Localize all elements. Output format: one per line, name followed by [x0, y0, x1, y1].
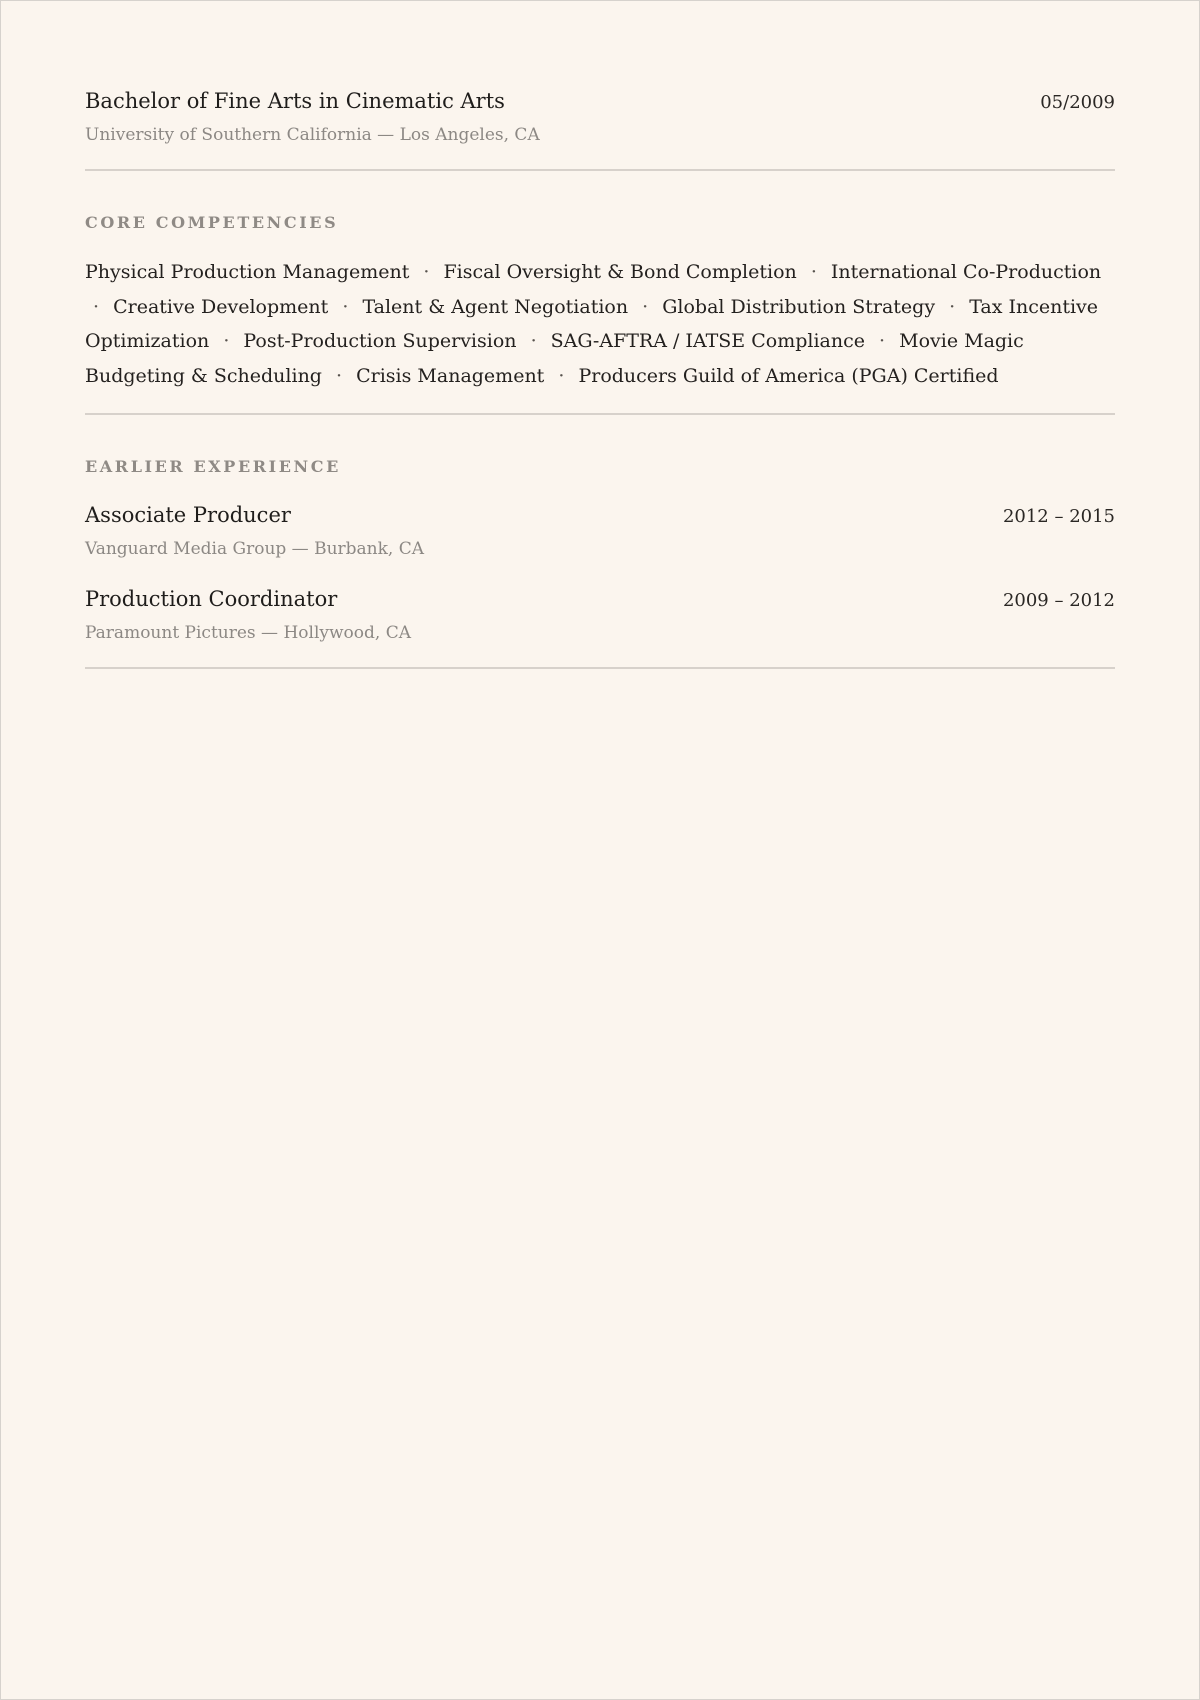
competency-item: Physical Production Management [85, 261, 410, 283]
competency-item: Post-Production Supervision [243, 330, 517, 352]
competency-item: Producers Guild of America (PGA) Certified [578, 364, 999, 387]
section-divider [85, 413, 1115, 415]
competency-item: Global Distribution Strategy [662, 295, 936, 318]
education-section [85, 85, 1115, 171]
job-title: Associate Producer [85, 503, 291, 527]
competency-item: SAG-AFTRA / IATSE Compliance [550, 330, 865, 352]
earlier-experience-section [85, 455, 1115, 669]
competency-separator: · [530, 330, 537, 352]
competency-separator: · [223, 330, 230, 352]
degree-title: Bachelor of Fine Arts in Cinematic Arts [85, 89, 505, 113]
experience-entry-header [85, 583, 1115, 617]
competency-separator: · [949, 295, 956, 318]
competency-separator: · [810, 261, 817, 283]
section-divider [85, 169, 1115, 171]
competency-item: Fiscal Oversight & Bond Completion [443, 261, 797, 283]
competency-separator: · [879, 330, 886, 352]
section-heading-core-competencies: CORE COMPETENCIES [85, 213, 339, 232]
company-location: Vanguard Media Group — Burbank, CA [85, 539, 425, 559]
resume-content [85, 85, 1115, 669]
competency-separator: · [642, 295, 649, 318]
competency-list [85, 255, 1115, 393]
core-competencies-section [85, 211, 1115, 415]
experience-entry-header [85, 499, 1115, 533]
graduation-date: 05/2009 [1040, 92, 1115, 113]
education-entry-header [85, 85, 1115, 119]
experience-entry [85, 499, 1115, 563]
competency-separator: · [423, 261, 430, 283]
competency-separator: · [558, 364, 565, 387]
competency-item: Talent & Agent Negotiation [362, 295, 629, 318]
competency-item: Movie Magic Budgeting & Scheduling [85, 330, 1024, 387]
competency-item: Creative Development [113, 295, 329, 318]
section-heading-earlier-experience: EARLIER EXPERIENCE [85, 457, 341, 476]
competency-separator: · [336, 364, 343, 387]
competency-item: Crisis Management [356, 364, 545, 387]
experience-entry [85, 583, 1115, 647]
school-location: University of Southern California — Los Angeles, CA [85, 125, 540, 145]
job-title: Production Coordinator [85, 587, 338, 611]
company-location: Paramount Pictures — Hollywood, CA [85, 623, 411, 643]
competency-separator: · [342, 295, 349, 318]
competency-item: International Co-Production [830, 261, 1102, 283]
job-dates: 2012 – 2015 [1002, 506, 1115, 527]
section-divider [85, 667, 1115, 669]
competency-separator: · [93, 295, 100, 318]
job-dates: 2009 – 2012 [1002, 590, 1115, 611]
competency-item: Tax Incentive Optimization [85, 295, 1099, 352]
